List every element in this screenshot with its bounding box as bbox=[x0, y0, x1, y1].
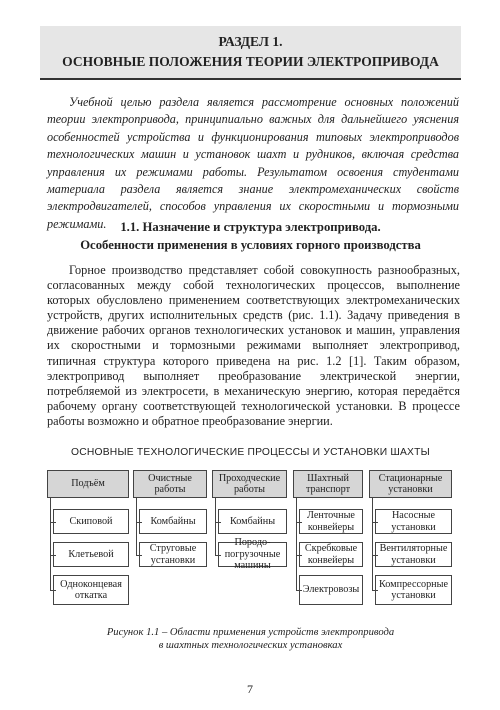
figure-title: ОСНОВНЫЕ ТЕХНОЛОГИЧЕСКИЕ ПРОЦЕССЫ И УСТАНОВКИ ШАХТЫ bbox=[71, 447, 430, 458]
item-box bbox=[53, 542, 129, 567]
item-box-label: Комбайны bbox=[150, 515, 196, 527]
connector-line bbox=[136, 555, 142, 556]
figure-caption-line2: в шахтных технологических установках bbox=[158, 640, 343, 651]
subsection-title-line2: Особенности применения в условиях горного производства bbox=[80, 238, 421, 252]
item-box-label: Одноконцевая bbox=[60, 578, 122, 590]
category-box-label: Стационарные bbox=[378, 472, 443, 484]
item-box-label: установки bbox=[150, 554, 196, 566]
item-box bbox=[299, 542, 363, 567]
item-box-label: Скребковые bbox=[304, 543, 358, 554]
category-box-label: установки bbox=[388, 484, 433, 495]
item-box bbox=[139, 542, 207, 567]
section-number: РАЗДЕЛ 1. bbox=[218, 34, 283, 49]
connector-line bbox=[50, 498, 51, 590]
item-box-label: установки bbox=[391, 521, 436, 533]
section-heading: ОСНОВНЫЕ ПОЛОЖЕНИЯ ТЕОРИИ ЭЛЕКТРОПРИВОДА bbox=[62, 54, 439, 69]
category-box-label: транспорт bbox=[305, 484, 351, 495]
body-paragraph: Горное производство представляет собой совокупность разнообразных, согласованных между собой технологических процессов, выполнение которых обусловлено применением соответствующих электромеханических устройств, других исполнительных средств (рис. 1.1). Задачу приведения в движение рабочих органов технологических установок и машин, управления их скоростными и тормозными режимами выполняет электропривод, типичная структура которого приведена на рис. 1.2 [1]. Таким образом, электропривод выполняет преобразование электрической энергии, потребляемой из электросети, в механическую энергию, которая передаётся рабочему органу соответствующей технологической установки. В процессе работы возможно и обратное преобразование энергии. bbox=[47, 263, 460, 428]
connector-line bbox=[136, 522, 142, 523]
item-box-label: Струговые bbox=[149, 543, 197, 554]
connector-line bbox=[296, 590, 302, 591]
category-box-label: Подъём bbox=[71, 478, 105, 490]
category-box-label: Очистные bbox=[148, 472, 192, 484]
item-box-label: установки bbox=[391, 590, 436, 601]
category-box bbox=[369, 470, 452, 498]
connector-line bbox=[372, 522, 378, 523]
connector-line bbox=[372, 555, 378, 556]
connector-line bbox=[215, 522, 221, 523]
category-box bbox=[212, 470, 287, 498]
item-box bbox=[299, 509, 363, 534]
category-box bbox=[293, 470, 363, 498]
item-box-label: Насосные bbox=[391, 510, 436, 521]
connector-line bbox=[372, 498, 373, 590]
item-box-label: конвейеры bbox=[307, 521, 355, 533]
item-box-label: Вентиляторные bbox=[379, 543, 448, 554]
item-box bbox=[375, 575, 452, 605]
item-box bbox=[218, 537, 287, 572]
item-box-label: конвейеры bbox=[307, 554, 355, 566]
connector-line bbox=[50, 522, 56, 523]
item-box-label: погрузочные bbox=[224, 548, 281, 560]
item-box-label: Породо- bbox=[234, 537, 271, 549]
category-box bbox=[47, 470, 129, 498]
subsection-title-line1: 1.1. Назначение и структура электропривода. bbox=[120, 220, 381, 234]
item-box-label: откатка bbox=[74, 590, 108, 601]
item-box bbox=[218, 509, 287, 534]
connector-line bbox=[296, 498, 297, 590]
item-box-label: Клетьевой bbox=[68, 548, 114, 560]
category-box bbox=[133, 470, 207, 498]
item-box-label: Ленточные bbox=[307, 510, 355, 521]
connector-line bbox=[136, 498, 137, 555]
item-box-label: Комбайны bbox=[229, 515, 276, 527]
item-box-label: Электровозы bbox=[302, 584, 360, 596]
connector-line bbox=[215, 498, 216, 555]
connector-line bbox=[50, 555, 56, 556]
intro-paragraph: Учебной целью раздела является рассмотрение основных положений теории электропривода, принципиально важных для дальнейшего уяснения особенностей устройства и функционирования типовых электроприводов технологических машин и установок шахт и рудников, включая средства управления их режимами работы. Результатом освоения студентами материала раздела является знание электромеханических свойств электродвигателей, способов управления их скоростными и тормозными режимами. bbox=[47, 95, 459, 231]
item-box bbox=[375, 542, 452, 567]
connector-line bbox=[296, 555, 302, 556]
section-header bbox=[40, 26, 461, 80]
figure-caption bbox=[40, 626, 461, 652]
item-box bbox=[53, 575, 129, 605]
item-box-label: Скиповой bbox=[69, 515, 113, 527]
page-number: 7 bbox=[247, 682, 253, 696]
connector-line bbox=[215, 555, 221, 556]
item-box-label: Компрессорные bbox=[378, 578, 448, 590]
connector-line bbox=[372, 590, 378, 591]
item-box bbox=[139, 509, 207, 534]
item-box bbox=[299, 575, 363, 605]
item-box bbox=[375, 509, 452, 534]
item-box bbox=[53, 509, 129, 534]
category-box-label: Проходческие bbox=[218, 472, 281, 484]
item-box-label: машины bbox=[234, 560, 271, 572]
category-box-label: Шахтный bbox=[307, 472, 349, 484]
figure-caption-line1: Рисунок 1.1 – Области применения устройств электропривода bbox=[106, 627, 395, 638]
category-box-label: работы bbox=[233, 484, 266, 495]
item-box-label: установки bbox=[391, 554, 436, 566]
connector-line bbox=[50, 590, 56, 591]
subsection-title bbox=[40, 218, 461, 254]
category-box-label: работы bbox=[154, 484, 186, 495]
connector-line bbox=[296, 522, 302, 523]
